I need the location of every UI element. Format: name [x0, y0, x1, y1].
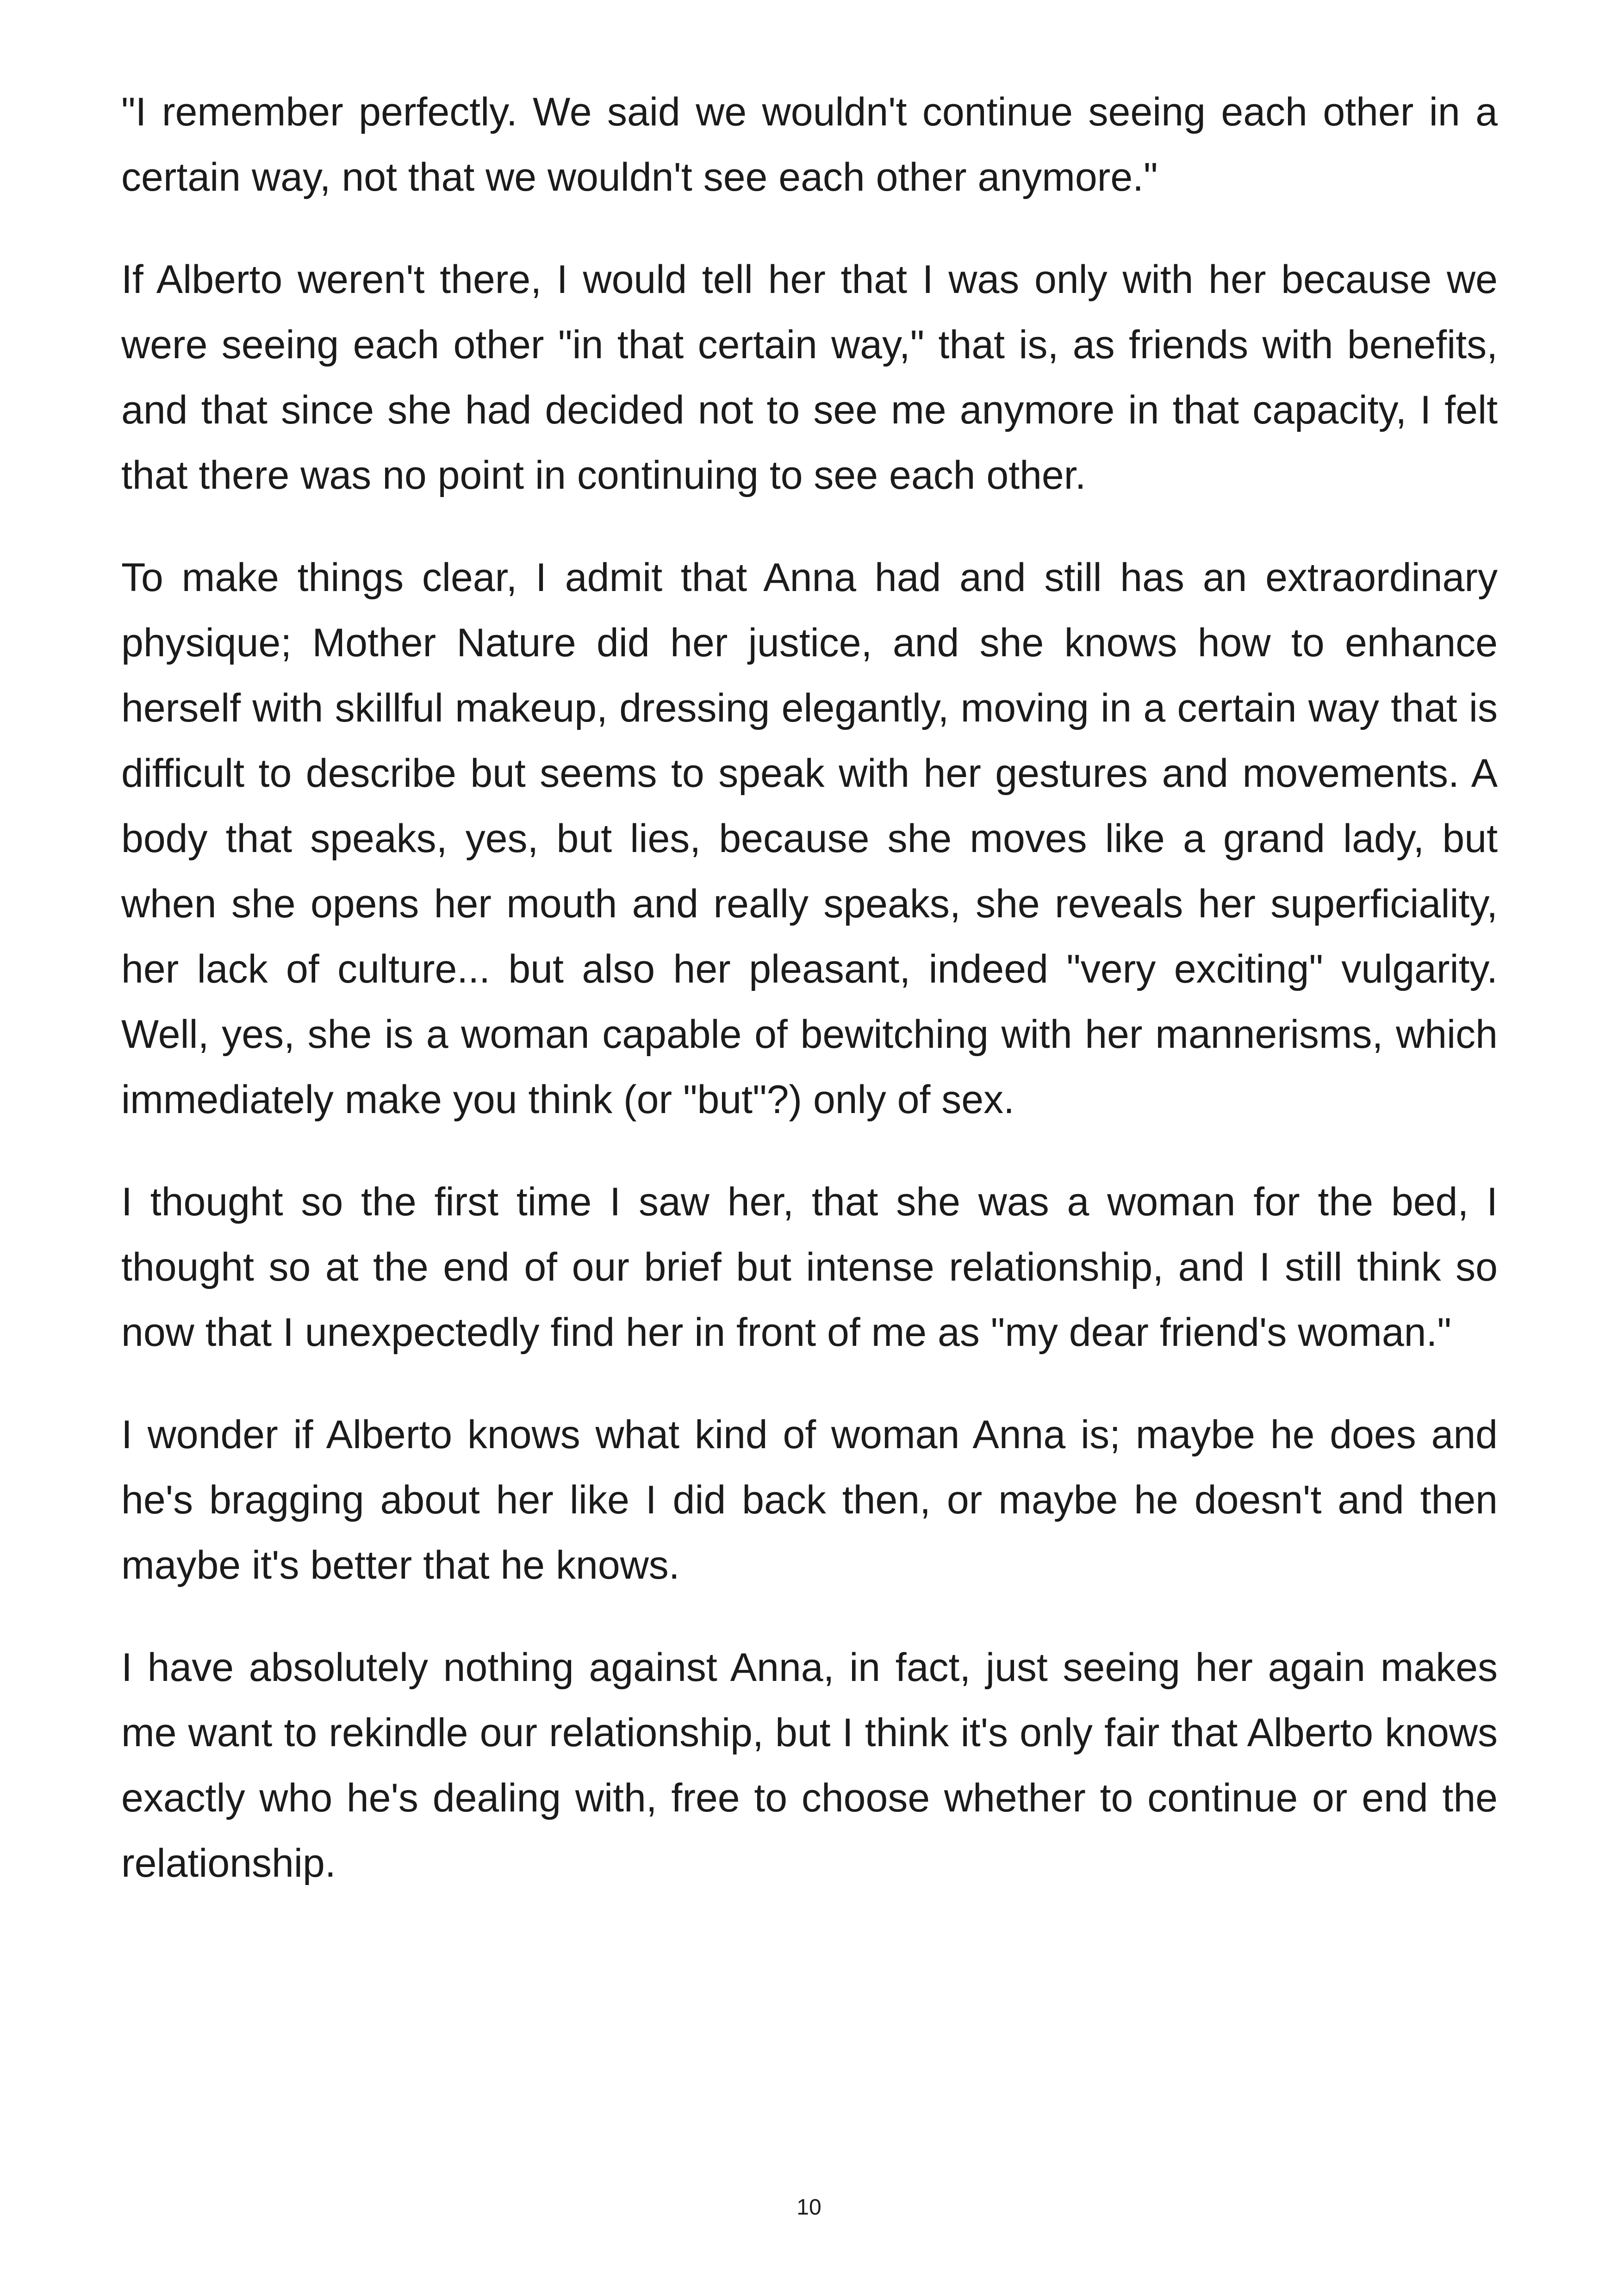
- paragraph: To make things clear, I admit that Anna had and still has an extraordinary physique; Mother Nature did her justice, and she knows how to enhance herself with skillful makeup, dressing elegantly, moving in a certain way that is difficult to describe but seems to speak with her gestures and movements. A body that speaks, yes, but lies, because she moves like a grand lady, but when she opens her mouth and really speaks, she reveals her superficiality, her lack of culture... but also her pleasant, indeed "very exciting" vulgarity. Well, yes, she is a woman capable of bewitching with her mannerisms, which immediately make you think (or "but"?) only of sex.: [121, 555, 1498, 1122]
- paragraph: "I remember perfectly. We said we wouldn't continue seeing each other in a certain way, not that we wouldn't see each other anymore.": [121, 90, 1498, 199]
- paragraph: I thought so the first time I saw her, that she was a woman for the bed, I thought so at the end of our brief but intense relationship, and I still think so now that I unexpectedly find her in front of me as "my dear friend's woman.": [121, 1180, 1498, 1355]
- paragraph: If Alberto weren't there, I would tell her that I was only with her because we were seeing each other "in that certain way," that is, as friends with benefits, and that since she had decided not to see me anymore in that capacity, I felt that there was no point in continuing to see each other.: [121, 257, 1498, 498]
- page-number: 10: [797, 2195, 821, 2220]
- body-text: [121, 80, 1498, 1896]
- paragraph: I have absolutely nothing against Anna, in fact, just seeing her again makes me want to rekindle our relationship, but I think it's only fair that Alberto knows exactly who he's dealing with, free to choose whether to continue or end the relationship.: [121, 1645, 1498, 1885]
- paragraph: I wonder if Alberto knows what kind of woman Anna is; maybe he does and he's bragging about her like I did back then, or maybe he doesn't and then maybe it's better that he knows.: [121, 1412, 1498, 1587]
